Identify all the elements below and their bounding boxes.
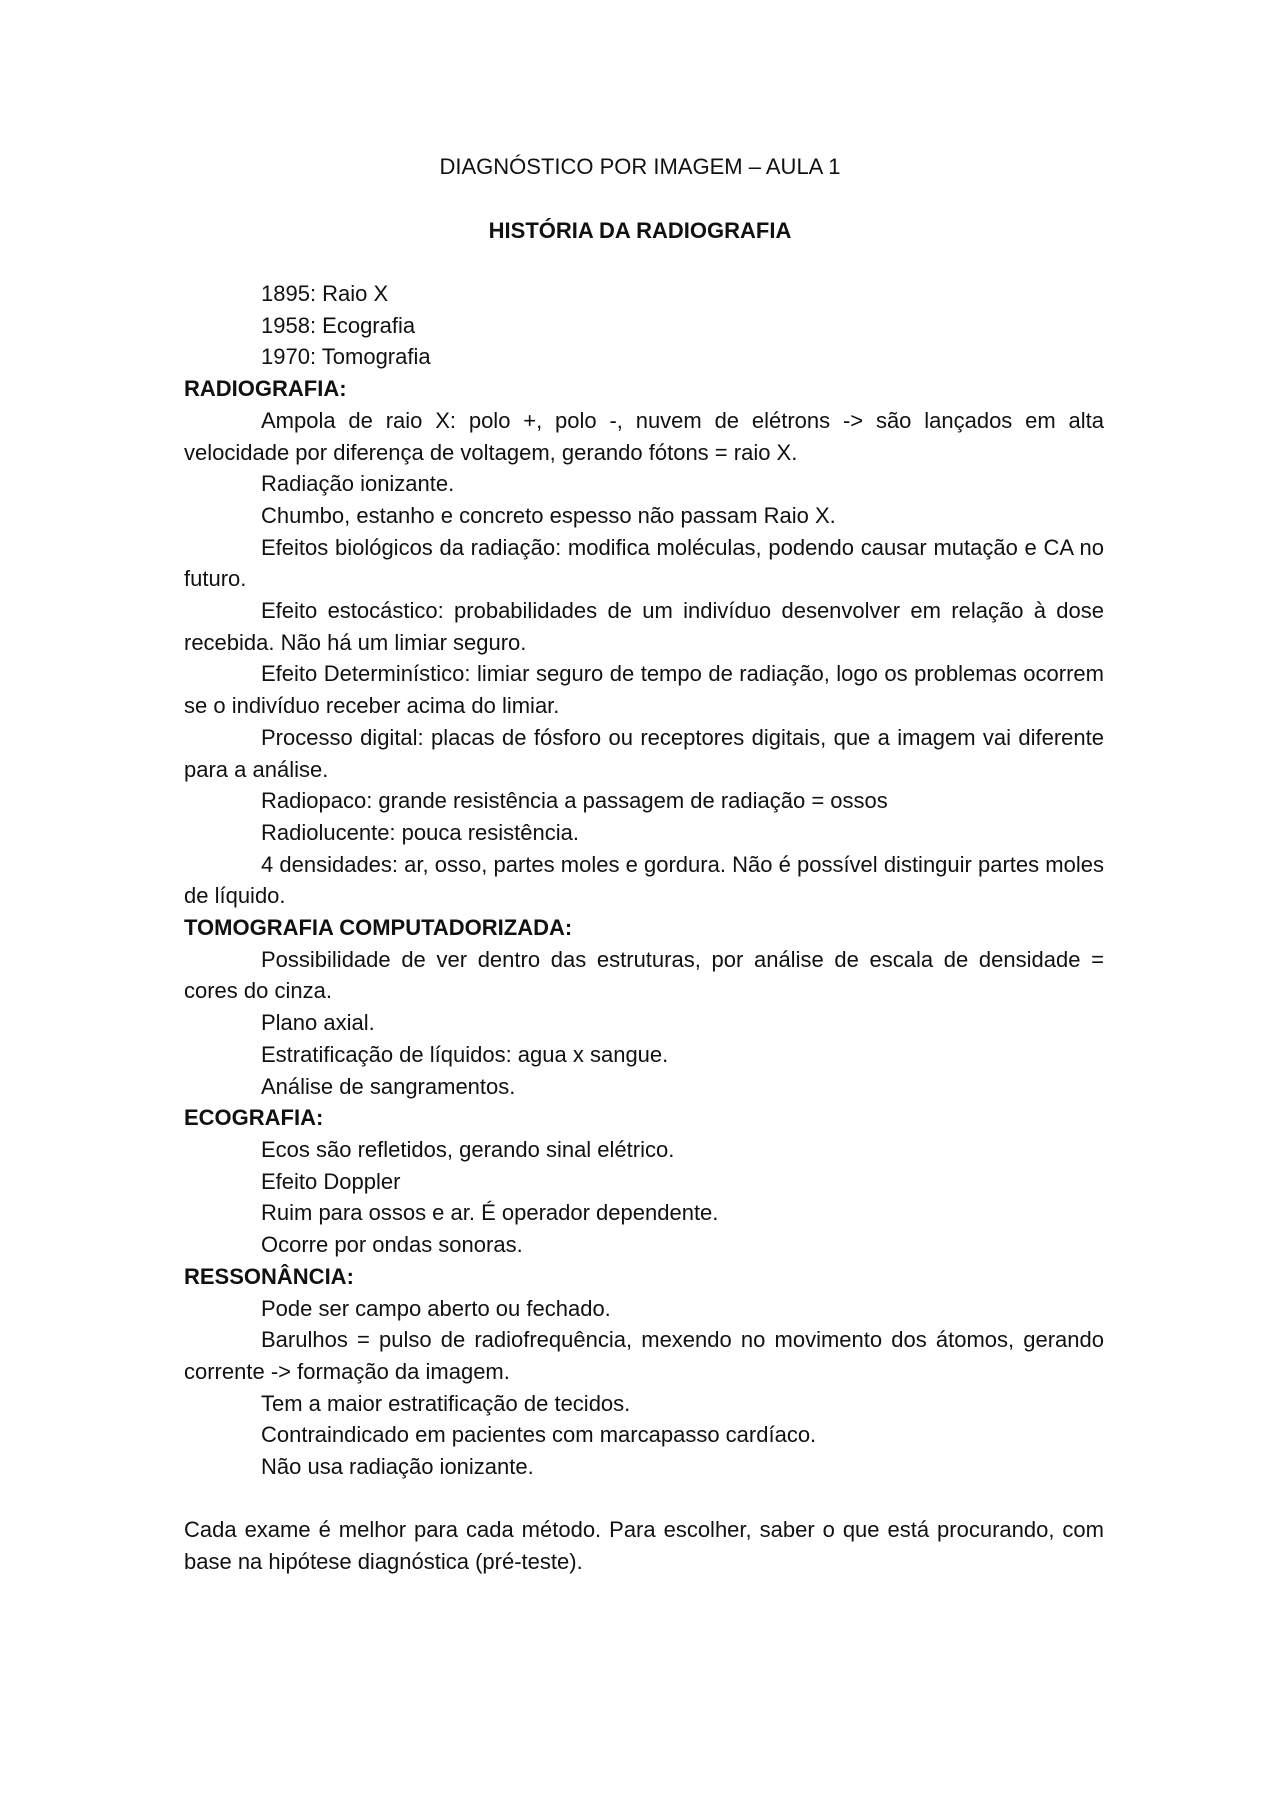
timeline-item: 1958: Ecografia xyxy=(261,312,416,338)
paragraph: Efeito Determinístico: limiar seguro de tempo de radiação, logo os problemas ocorrem se o indivíduo receber acima do limiar. xyxy=(184,661,1104,719)
paragraph: Análise de sangramentos. xyxy=(261,1073,516,1099)
document-title: DIAGNÓSTICO POR IMAGEM – AULA 1 xyxy=(439,154,841,179)
paragraph: Efeito estocástico: probabilidades de um indivíduo desenvolver em relação à dose recebida. Não há um limiar seguro. xyxy=(184,598,1104,655)
section-tomografia xyxy=(184,912,1104,1102)
paragraph: Radiopaco: grande resistência a passagem de radiação = ossos xyxy=(261,788,888,814)
paragraph: Tem a maior estratificação de tecidos. xyxy=(261,1390,631,1416)
section-ecografia xyxy=(184,1102,1104,1261)
conclusion-paragraph: Cada exame é melhor para cada método. Para escolher, saber o que está procurando, com base na hipótese diagnóstica (pré-teste). xyxy=(184,1517,1104,1575)
paragraph: Radiação ionizante. xyxy=(261,471,455,497)
timeline-item: 1895: Raio X xyxy=(261,281,389,306)
paragraph: Processo digital: placas de fósforo ou receptores digitais, que a imagem vai diferente para a análise. xyxy=(184,724,1104,782)
section-ressonancia xyxy=(184,1261,1104,1483)
section-heading: RESSONÂNCIA: xyxy=(184,1263,354,1289)
paragraph: Ecos são refletidos, gerando sinal elétrico. xyxy=(261,1136,675,1162)
paragraph: Ampola de raio X: polo +, polo -, nuvem de elétrons -> são lançados em alta velocidade por diferença de voltagem, gerando fótons = raio X. xyxy=(184,407,1104,465)
paragraph: Plano axial. xyxy=(261,1010,375,1036)
document-body xyxy=(184,278,1104,1578)
section-heading: ECOGRAFIA: xyxy=(184,1105,324,1131)
paragraph: Contraindicado em pacientes com marcapasso cardíaco. xyxy=(261,1422,817,1448)
document-subtitle: HISTÓRIA DA RADIOGRAFIA xyxy=(488,218,792,243)
paragraph: Radiolucente: pouca resistência. xyxy=(261,819,579,845)
section-radiografia xyxy=(184,373,1104,912)
section-heading: TOMOGRAFIA COMPUTADORIZADA: xyxy=(184,915,573,941)
section-heading: RADIOGRAFIA: xyxy=(184,376,347,402)
paragraph: Estratificação de líquidos: agua x sangue. xyxy=(261,1041,669,1067)
paragraph: Ruim para ossos e ar. É operador dependente. xyxy=(261,1200,719,1226)
paragraph: Não usa radiação ionizante. xyxy=(261,1454,534,1480)
paragraph: Efeito Doppler xyxy=(261,1168,401,1194)
timeline-item: 1970: Tomografia xyxy=(261,344,431,370)
timeline-list xyxy=(184,278,1104,373)
spacer xyxy=(184,1483,1104,1515)
paragraph: Pode ser campo aberto ou fechado. xyxy=(261,1295,611,1321)
paragraph: Barulhos = pulso de radiofrequência, mexendo no movimento dos átomos, gerando corrente -> formação da imagem. xyxy=(184,1327,1104,1384)
paragraph: Ocorre por ondas sonoras. xyxy=(261,1232,523,1258)
paragraph: 4 densidades: ar, osso, partes moles e gordura. Não é possível distinguir partes moles de líquido. xyxy=(184,851,1104,909)
paragraph: Possibilidade de ver dentro das estruturas, por análise de escala de densidade = cores do cinza. xyxy=(184,946,1104,1004)
paragraph: Chumbo, estanho e concreto espesso não passam Raio X. xyxy=(261,502,836,528)
paragraph: Efeitos biológicos da radiação: modifica moléculas, podendo causar mutação e CA no futuro. xyxy=(184,534,1104,592)
